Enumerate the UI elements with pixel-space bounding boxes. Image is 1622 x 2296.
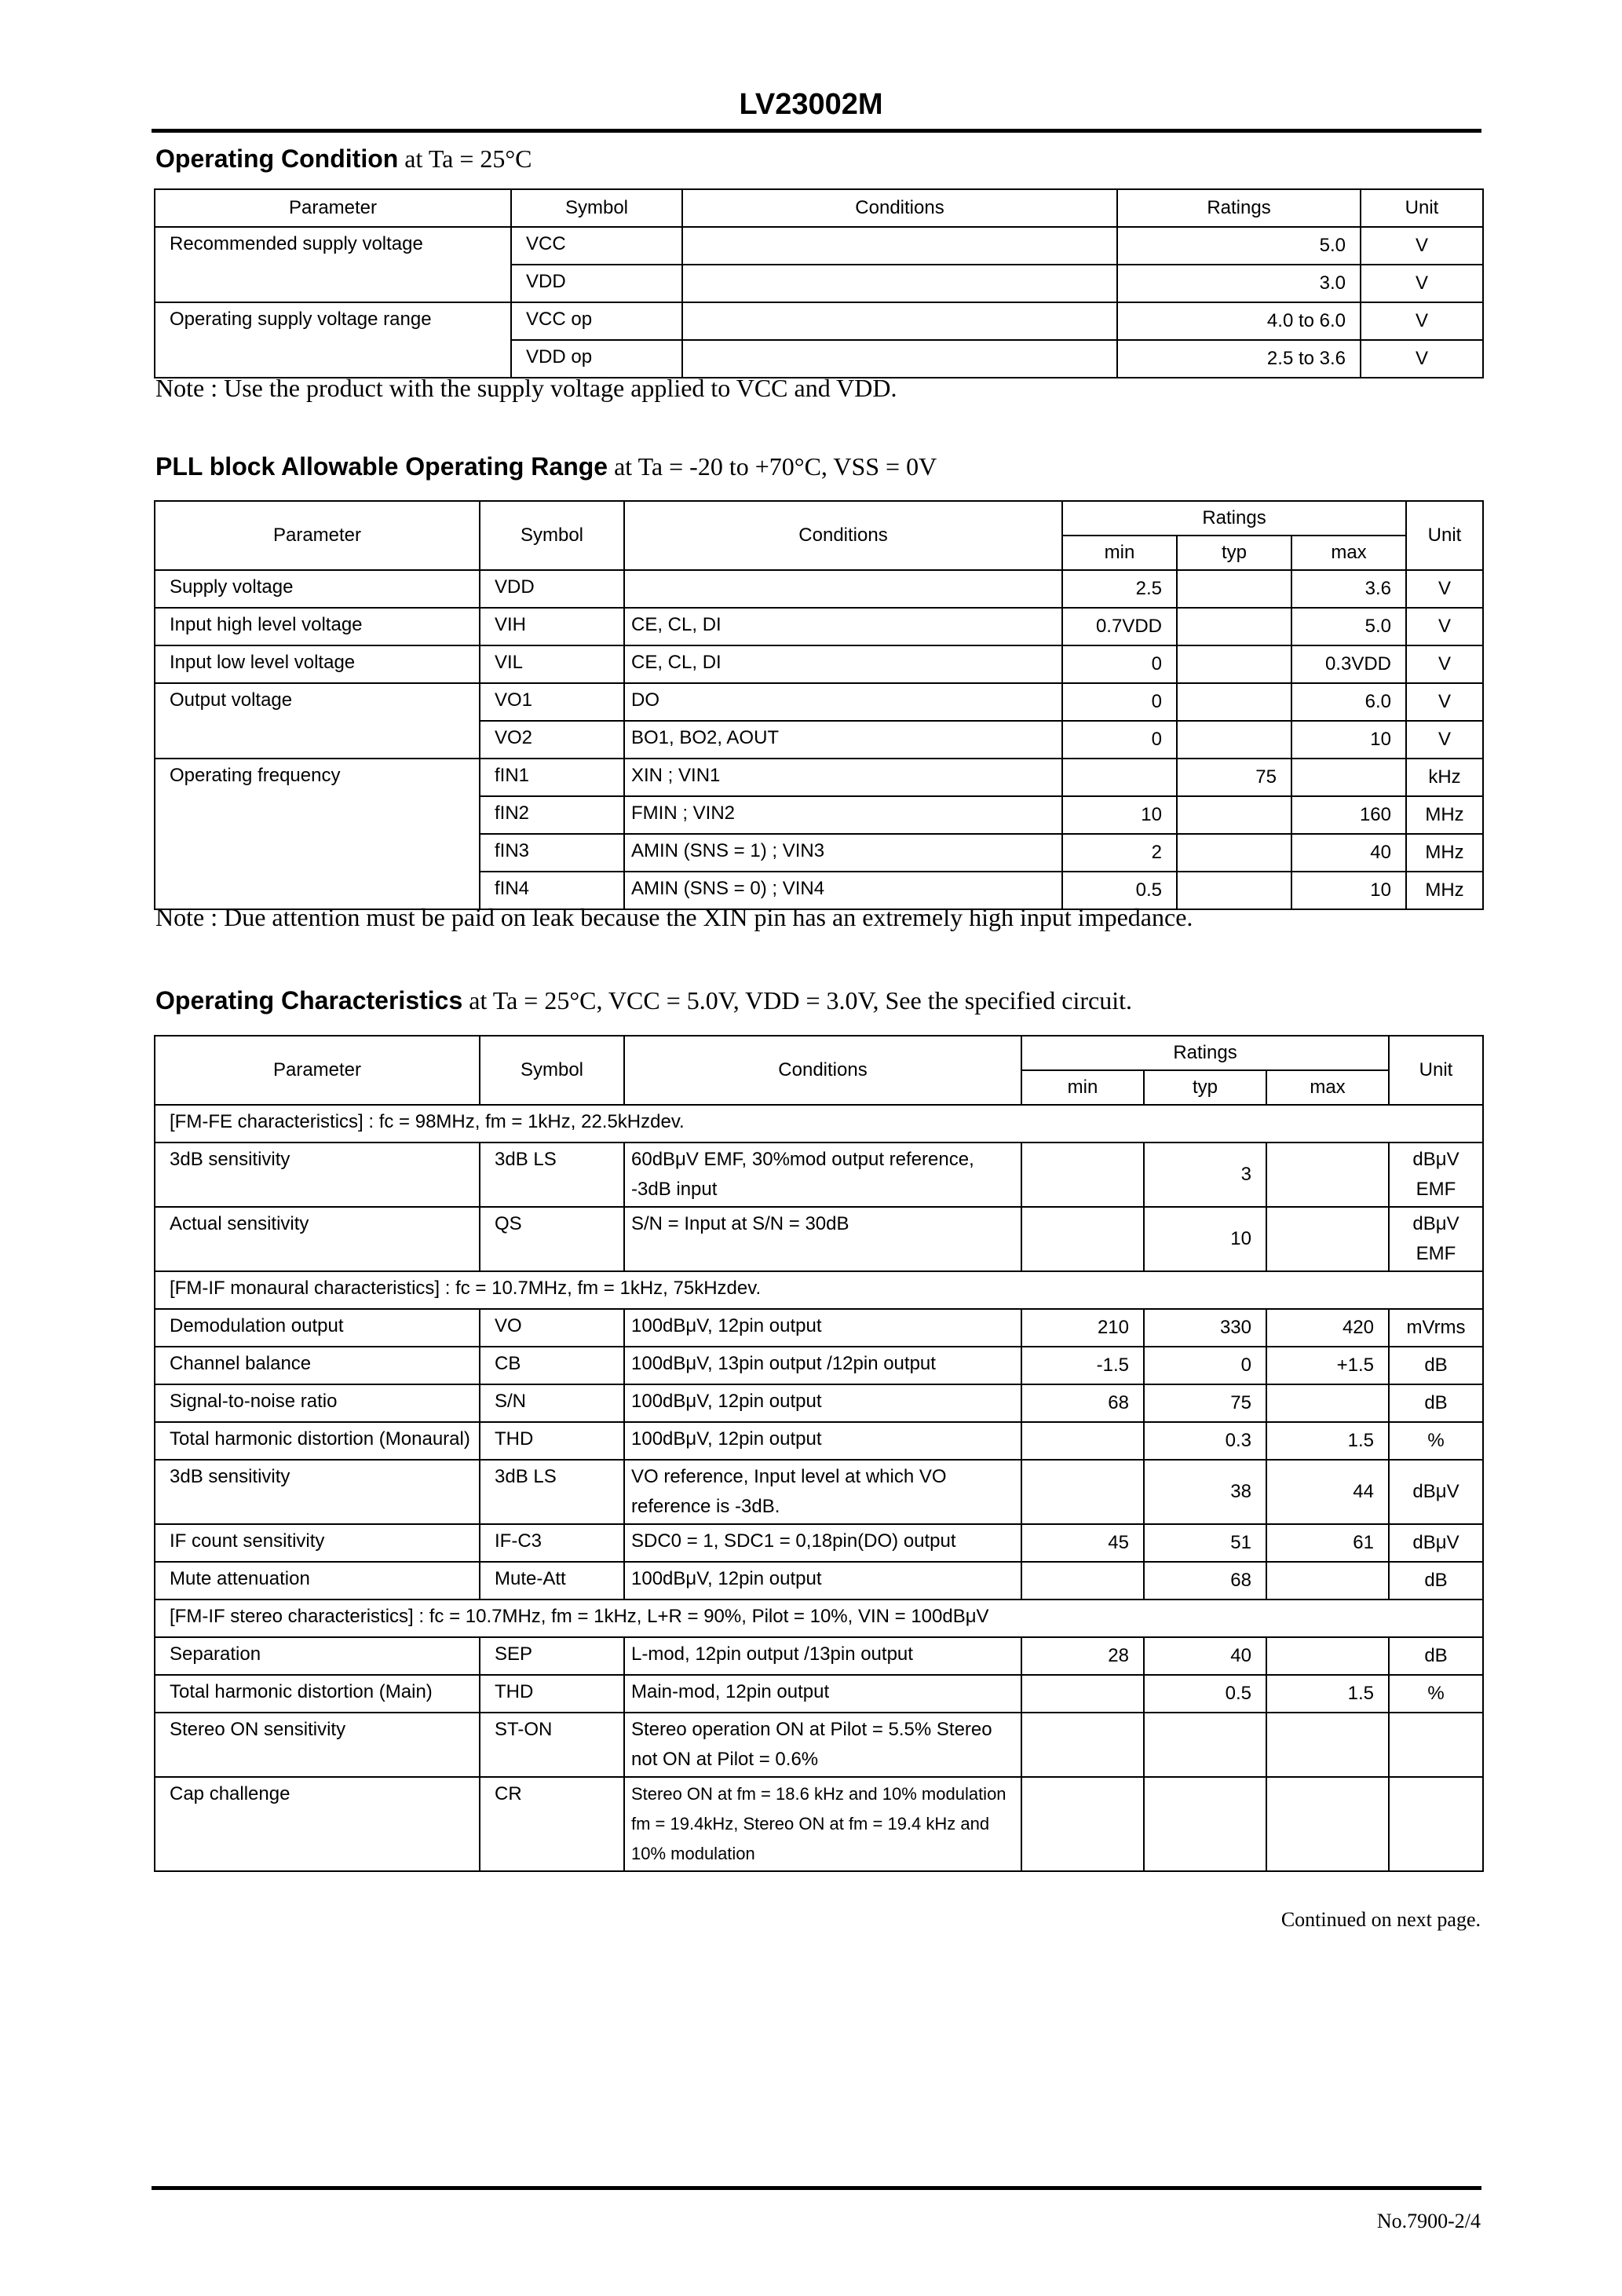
cell-ratings: 2.5 to 3.6 [1117,340,1361,378]
cell-min [1021,1562,1144,1600]
cell-symbol: Mute-Att [480,1562,624,1600]
cell-unit [1389,1713,1483,1777]
cell-unit: MHz [1406,796,1483,834]
header-symbol: Symbol [480,1036,624,1105]
header-parameter: Parameter [155,189,511,227]
cell-conditions: 60dBμV EMF, 30%mod output reference, -3dB input [624,1143,1021,1207]
table-row [155,570,1483,608]
cell-parameter: IF count sensitivity [155,1524,480,1562]
cell-conditions: BO1, BO2, AOUT [624,721,1062,759]
cell-max: 44 [1266,1460,1389,1524]
cell-conditions: FMIN ; VIN2 [624,796,1062,834]
cell-parameter: Channel balance [155,1347,480,1384]
cell-min [1021,1143,1144,1207]
cell-max: 160 [1291,796,1406,834]
cell-unit: V [1406,570,1483,608]
cell-ratings: 5.0 [1117,227,1361,265]
cell-symbol: THD [480,1675,624,1713]
cell-min: 210 [1021,1309,1144,1347]
cell-parameter: Recommended supply voltage [155,227,511,302]
header-max: max [1266,1070,1389,1105]
cell-typ: 38 [1144,1460,1266,1524]
cell-unit: V [1361,302,1483,340]
header-symbol: Symbol [480,501,624,570]
table-row [155,1562,1483,1600]
cell-typ: 68 [1144,1562,1266,1600]
cell-ratings: 4.0 to 6.0 [1117,302,1361,340]
cell-unit: V [1406,645,1483,683]
cell-unit: V [1361,265,1483,302]
cell-unit: dB [1389,1562,1483,1600]
table-header-row [155,501,1483,536]
cell-typ: 0.3 [1144,1422,1266,1460]
cell-conditions: 100dBμV, 12pin output [624,1422,1021,1460]
cell-symbol: fIN3 [480,834,624,872]
table-row [155,1460,1483,1524]
header-unit: Unit [1406,501,1483,570]
page-number: No.7900-2/4 [1376,2210,1481,2232]
cell-conditions [682,265,1117,302]
cell-min: 28 [1021,1637,1144,1675]
cell-unit: dBμV [1389,1524,1483,1562]
cell-max [1266,1562,1389,1600]
heading-title: Operating Characteristics [155,986,463,1015]
cell-unit: dBμV EMF [1389,1207,1483,1271]
header-max: max [1291,536,1406,570]
cell-typ: 330 [1144,1309,1266,1347]
cell-parameter: Operating frequency [155,759,480,909]
cell-symbol: ST-ON [480,1713,624,1777]
cell-max: 6.0 [1291,683,1406,721]
cell-unit: dB [1389,1347,1483,1384]
cell-conditions: XIN ; VIN1 [624,759,1062,796]
cell-typ [1177,796,1291,834]
cell-max: 61 [1266,1524,1389,1562]
operating-condition-table [154,188,1484,378]
cell-max [1291,759,1406,796]
cell-typ: 3 [1144,1143,1266,1207]
cell-typ [1177,645,1291,683]
cell-parameter: Output voltage [155,683,480,759]
cell-typ [1144,1777,1266,1871]
cell-conditions [682,227,1117,265]
table-header-row [155,1036,1483,1070]
cell-typ [1177,608,1291,645]
cell-conditions: CE, CL, DI [624,608,1062,645]
cell-max: 40 [1291,834,1406,872]
cell-max: 3.6 [1291,570,1406,608]
cell-max [1266,1713,1389,1777]
header-ratings: Ratings [1062,501,1406,536]
cell-symbol: VDD op [511,340,682,378]
section-row [155,1600,1483,1637]
cell-min: 0 [1062,683,1177,721]
table-row [155,608,1483,645]
cell-symbol: VO1 [480,683,624,721]
table-row [155,1422,1483,1460]
cell-min [1021,1422,1144,1460]
cell-symbol: fIN4 [480,872,624,909]
header-symbol: Symbol [511,189,682,227]
operating-characteristics-table [154,1035,1484,1872]
table-row [155,227,1483,265]
cell-max [1266,1384,1389,1422]
heading-conditions: at Ta = 25°C, VCC = 5.0V, VDD = 3.0V, See the specified circuit. [469,986,1133,1015]
cell-conditions: 100dBμV, 12pin output [624,1384,1021,1422]
cell-symbol: IF-C3 [480,1524,624,1562]
header-unit: Unit [1361,189,1483,227]
cell-parameter: Input high level voltage [155,608,480,645]
cell-parameter: 3dB sensitivity [155,1143,480,1207]
cell-typ [1177,570,1291,608]
cell-symbol: VO2 [480,721,624,759]
cell-typ [1177,721,1291,759]
cell-max: 1.5 [1266,1422,1389,1460]
cell-unit: V [1361,227,1483,265]
header-unit: Unit [1389,1036,1483,1105]
table-row [155,1637,1483,1675]
cell-parameter: 3dB sensitivity [155,1460,480,1524]
cell-conditions: 100dBμV, 12pin output [624,1309,1021,1347]
cell-typ: 0.5 [1144,1675,1266,1713]
cell-max: +1.5 [1266,1347,1389,1384]
continued-label: Continued on next page. [1280,1908,1481,1931]
cell-conditions: Stereo operation ON at Pilot = 5.5% Stereo not ON at Pilot = 0.6% [624,1713,1021,1777]
header-ratings: Ratings [1117,189,1361,227]
cell-conditions: Main-mod, 12pin output [624,1675,1021,1713]
cell-typ: 51 [1144,1524,1266,1562]
table-row [155,1675,1483,1713]
cell-conditions: DO [624,683,1062,721]
cell-unit: V [1406,721,1483,759]
cell-max [1266,1637,1389,1675]
header-parameter: Parameter [155,1036,480,1105]
pll-range-table [154,500,1484,910]
header-parameter: Parameter [155,501,480,570]
cell-typ: 40 [1144,1637,1266,1675]
table-header-row [155,189,1483,227]
operating-condition-heading [155,144,532,174]
cell-max: 420 [1266,1309,1389,1347]
cell-symbol: fIN1 [480,759,624,796]
cell-parameter: Cap challenge [155,1777,480,1871]
header-typ: typ [1144,1070,1266,1105]
table-row [155,1524,1483,1562]
cell-unit: kHz [1406,759,1483,796]
cell-conditions: AMIN (SNS = 1) ; VIN3 [624,834,1062,872]
cell-max: 0.3VDD [1291,645,1406,683]
cell-typ: 0 [1144,1347,1266,1384]
cell-typ [1177,683,1291,721]
table-row [155,1713,1483,1777]
cell-ratings: 3.0 [1117,265,1361,302]
section-fm-if-stereo: [FM-IF stereo characteristics] : fc = 10.7MHz, fm = 1kHz, L+R = 90%, Pilot = 10%, VIN = 100dBμV [155,1600,1483,1637]
cell-max: 10 [1291,721,1406,759]
cell-min: 10 [1062,796,1177,834]
operating-characteristics-heading [155,986,1132,1015]
cell-conditions: L-mod, 12pin output /13pin output [624,1637,1021,1675]
cell-min: 45 [1021,1524,1144,1562]
table-row [155,759,1483,796]
header-conditions: Conditions [624,1036,1021,1105]
cell-symbol: VCC op [511,302,682,340]
cell-max [1266,1143,1389,1207]
header-conditions: Conditions [624,501,1062,570]
page-title: LV23002M [739,88,883,121]
cell-parameter: Operating supply voltage range [155,302,511,378]
heading-title: Operating Condition [155,144,399,173]
heading-conditions: at Ta = -20 to +70°C, VSS = 0V [614,452,937,481]
cell-symbol: VDD [480,570,624,608]
table-row [155,683,1483,721]
cell-min: 0.5 [1062,872,1177,909]
cell-symbol: VIL [480,645,624,683]
cell-conditions: 100dBμV, 12pin output [624,1562,1021,1600]
table-row [155,1384,1483,1422]
section-fm-fe: [FM-FE characteristics] : fc = 98MHz, fm = 1kHz, 22.5kHzdev. [155,1105,1483,1143]
cell-parameter: Signal-to-noise ratio [155,1384,480,1422]
cell-parameter: Supply voltage [155,570,480,608]
cell-unit: MHz [1406,872,1483,909]
heading-title: PLL block Allowable Operating Range [155,452,608,481]
table-row [155,1207,1483,1271]
cell-symbol: VDD [511,265,682,302]
cell-min [1021,1713,1144,1777]
cell-typ [1177,872,1291,909]
cell-parameter: Separation [155,1637,480,1675]
cell-min: 2 [1062,834,1177,872]
xin-leak-note: Note : Due attention must be paid on leak because the XIN pin has an extremely high input impedance. [155,903,1193,931]
cell-conditions: AMIN (SNS = 0) ; VIN4 [624,872,1062,909]
cell-symbol: VCC [511,227,682,265]
cell-conditions: 100dBμV, 13pin output /12pin output [624,1347,1021,1384]
cell-unit: dB [1389,1384,1483,1422]
cell-typ: 75 [1177,759,1291,796]
cell-symbol: CB [480,1347,624,1384]
table-row [155,1777,1483,1871]
cell-conditions [682,302,1117,340]
cell-parameter: Mute attenuation [155,1562,480,1600]
cell-min: 68 [1021,1384,1144,1422]
cell-symbol: S/N [480,1384,624,1422]
cell-unit: dBμV [1389,1460,1483,1524]
cell-unit: dB [1389,1637,1483,1675]
section-row [155,1271,1483,1309]
cell-conditions: Stereo ON at fm = 18.6 kHz and 10% modulation fm = 19.4kHz, Stereo ON at fm = 19.4 kHz and 10% modulation [624,1777,1021,1871]
cell-parameter: Total harmonic distortion (Main) [155,1675,480,1713]
cell-unit: V [1361,340,1483,378]
cell-parameter: Demodulation output [155,1309,480,1347]
heading-conditions: at Ta = 25°C [404,144,532,173]
cell-min: 0 [1062,721,1177,759]
cell-min: 2.5 [1062,570,1177,608]
cell-unit: % [1389,1675,1483,1713]
cell-unit [1389,1777,1483,1871]
cell-symbol: VIH [480,608,624,645]
cell-max: 5.0 [1291,608,1406,645]
cell-typ: 10 [1144,1207,1266,1271]
cell-conditions: SDC0 = 1, SDC1 = 0,18pin(DO) output [624,1524,1021,1562]
cell-max [1266,1777,1389,1871]
cell-parameter: Input low level voltage [155,645,480,683]
header-ratings: Ratings [1021,1036,1389,1070]
cell-parameter: Stereo ON sensitivity [155,1713,480,1777]
cell-min [1021,1675,1144,1713]
cell-conditions [682,340,1117,378]
cell-unit: dBμV EMF [1389,1143,1483,1207]
cell-max: 1.5 [1266,1675,1389,1713]
header-typ: typ [1177,536,1291,570]
cell-symbol: QS [480,1207,624,1271]
cell-max [1266,1207,1389,1271]
cell-parameter: Total harmonic distortion (Monaural) [155,1422,480,1460]
header-min: min [1021,1070,1144,1105]
cell-symbol: fIN2 [480,796,624,834]
cell-symbol: CR [480,1777,624,1871]
cell-conditions [624,570,1062,608]
cell-conditions: VO reference, Input level at which VO reference is -3dB. [624,1460,1021,1524]
cell-symbol: SEP [480,1637,624,1675]
cell-symbol: THD [480,1422,624,1460]
header-conditions: Conditions [682,189,1117,227]
cell-typ [1144,1713,1266,1777]
cell-symbol: 3dB LS [480,1460,624,1524]
cell-min: 0 [1062,645,1177,683]
cell-min [1062,759,1177,796]
table-row [155,645,1483,683]
pll-range-heading [155,452,937,481]
supply-voltage-note: Note : Use the product with the supply voltage applied to VCC and VDD. [155,374,897,402]
table-row [155,1347,1483,1384]
cell-min: 0.7VDD [1062,608,1177,645]
cell-min [1021,1460,1144,1524]
table-row [155,1309,1483,1347]
cell-conditions: S/N = Input at S/N = 30dB [624,1207,1021,1271]
cell-max: 10 [1291,872,1406,909]
section-row [155,1105,1483,1143]
cell-min [1021,1777,1144,1871]
cell-conditions: CE, CL, DI [624,645,1062,683]
cell-symbol: 3dB LS [480,1143,624,1207]
cell-unit: V [1406,608,1483,645]
cell-unit: V [1406,683,1483,721]
cell-parameter: Actual sensitivity [155,1207,480,1271]
footer-rule [152,2186,1481,2190]
cell-unit: % [1389,1422,1483,1460]
table-row [155,1143,1483,1207]
cell-unit: mVrms [1389,1309,1483,1347]
section-fm-if-monaural: [FM-IF monaural characteristics] : fc = 10.7MHz, fm = 1kHz, 75kHzdev. [155,1271,1483,1309]
cell-min: -1.5 [1021,1347,1144,1384]
table-row [155,302,1483,340]
cell-min [1021,1207,1144,1271]
header-rule [152,129,1481,133]
cell-unit: MHz [1406,834,1483,872]
cell-typ: 75 [1144,1384,1266,1422]
cell-typ [1177,834,1291,872]
header-min: min [1062,536,1177,570]
cell-symbol: VO [480,1309,624,1347]
